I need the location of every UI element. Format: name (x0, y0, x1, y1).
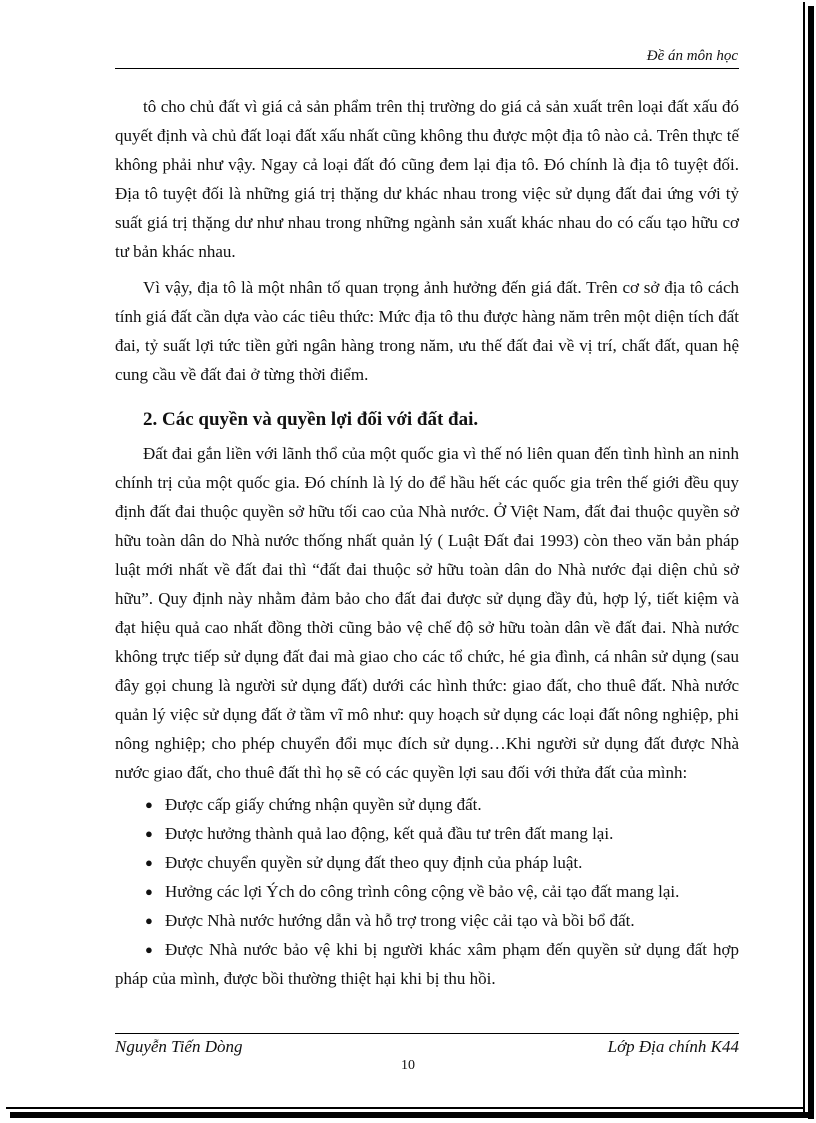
list-item-text: Được cấp giấy chứng nhận quyền sử dụng đất. (165, 795, 482, 814)
footer-rule (115, 1033, 739, 1034)
list-item (115, 819, 739, 848)
document-body (115, 92, 739, 993)
list-item-text: Được Nhà nước bảo vệ khi bị người khác xâm phạm đến quyền sử dụng đất hợp pháp của mình, được bồi thường thiệt hại khi bị thu hồi. (115, 940, 739, 988)
bullet-icon: ● (145, 855, 153, 870)
footer-author: Nguyễn Tiến Dòng (115, 1037, 243, 1056)
page-number: 10 (401, 1058, 415, 1073)
list-item (115, 848, 739, 877)
header-rule (115, 68, 739, 69)
list-item-text: Hưởng các lợi Ých do công trình công cộng về bảo vệ, cải tạo đất mang lại. (165, 882, 680, 901)
page-border-bottom (10, 1112, 814, 1118)
footer-class: Lớp Địa chính K44 (607, 1037, 739, 1056)
section-heading: 2. Các quyền và quyền lợi đối với đất đai. (143, 409, 479, 430)
header-title: Đề án môn học (646, 48, 738, 64)
list-item (115, 877, 739, 906)
rights-list (115, 790, 739, 993)
bullet-icon: ● (145, 942, 153, 957)
section-paragraph: Đất đai gắn liền với lãnh thổ của một quốc gia vì thế nó liên quan đến tình hình an ninh chính trị của một quốc gia. Đó chính là lý do để hầu hết các quốc gia trên thế giới đều quy định đất đai thuộc quyền sở hữu tối cao của Nhà nước. Ở Việt Nam, đất đai thuộc quyền sở hữu toàn dân do Nhà nước thống nhất quản lý ( Luật Đất đai 1993) còn theo văn bản pháp luật mới nhất về đất đai thì “đất đai thuộc sở hữu toàn dân do Nhà nước đại diện chủ sở hữu”. Quy định này nhằm đảm bảo cho đất đai được sử dụng đầy đủ, hợp lý, tiết kiệm và đạt hiệu quả cao nhất đồng thời cũng bảo vệ chế độ sở hữu toàn dân về đất đai. Nhà nước không trực tiếp sử dụng đất đai mà giao cho các tổ chức, hé gia đình, cá nhân sử dụng (sau đây gọi chung là người sử dụng đất) dưới các hình thức: giao đất, cho thuê đất. Nhà nước quản lý việc sử dụng đất ở tầm vĩ mô như: quy hoạch sử dụng các loại đất nông nghiệp, phi nông nghiệp; cho phép chuyển đổi mục đích sử dụng…Khi người sử dụng đất được Nhà nước giao đất, cho thuê đất thì họ sẽ có các quyền lợi sau đối với thửa đất của mình: (115, 444, 739, 782)
bullet-icon: ● (145, 884, 153, 899)
paragraph: Vì vậy, địa tô là một nhân tố quan trọng ảnh hưởng đến giá đất. Trên cơ sở địa tô cách tính giá đất cần dựa vào các tiêu thức: Mức địa tô thu được hàng năm trên một diện tích đất đai, tỷ suất lợi tức tiền gửi ngân hàng trong năm, ưu thế đất đai về vị trí, chất đất, quan hệ cung cầu về đất đai ở từng thời điểm. (115, 278, 739, 384)
list-item-text: Được Nhà nước hướng dẫn và hỗ trợ trong việc cải tạo và bồi bổ đất. (165, 911, 635, 930)
bullet-icon: ● (145, 797, 153, 812)
list-item (115, 790, 739, 819)
page-border-right-inner (803, 2, 805, 1117)
list-item-text: Được chuyển quyền sử dụng đất theo quy định của pháp luật. (165, 853, 583, 872)
page-border-bottom-inner (6, 1107, 805, 1109)
list-item-text: Được hưởng thành quả lao động, kết quả đầu tư trên đất mang lại. (165, 824, 614, 843)
bullet-icon: ● (145, 826, 153, 841)
list-item (115, 935, 739, 993)
paragraph: tô cho chủ đất vì giá cả sản phẩm trên thị trường do giá cả sản xuất trên loại đất xấu đó quyết định và chủ đất loại đất xấu nhất cũng không thu được một địa tô nào cả. Trên thực tế không phải như vậy. Ngay cả loại đất đó cũng đem lại địa tô. Đó chính là địa tô tuyệt đối. Địa tô tuyệt đối là những giá trị thặng dư khác nhau trong việc sử dụng đất đai ứng với tỷ suất giá trị thặng dư như nhau trong những ngành sản xuất khác nhau do có cấu tạo hữu cơ tư bản khác nhau. (115, 97, 739, 261)
page-border-right (808, 6, 814, 1119)
bullet-icon: ● (145, 913, 153, 928)
list-item (115, 906, 739, 935)
